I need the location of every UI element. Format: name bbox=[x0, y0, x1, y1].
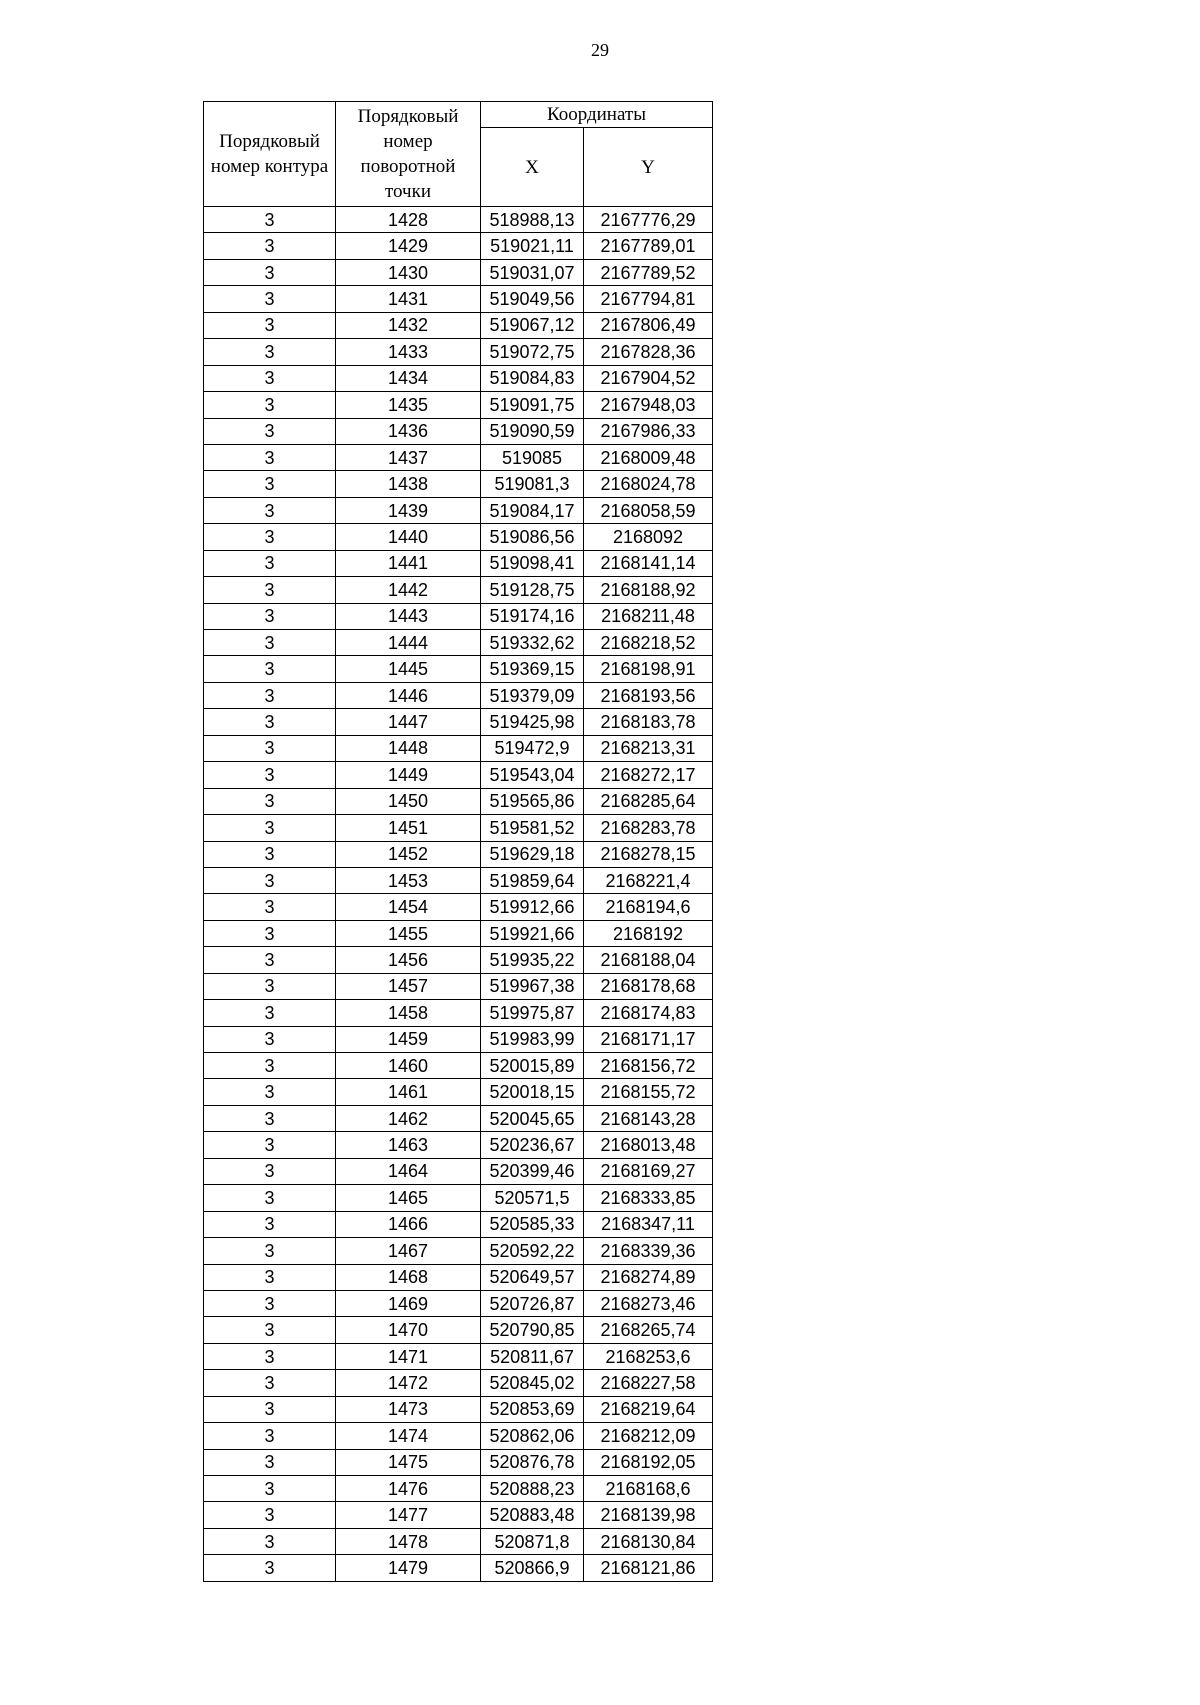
cell-y: 2168169,27 bbox=[584, 1158, 713, 1184]
cell-point: 1433 bbox=[336, 339, 481, 365]
cell-contour: 3 bbox=[204, 788, 336, 814]
table-row bbox=[204, 418, 713, 444]
cell-point: 1466 bbox=[336, 1211, 481, 1237]
cell-x: 520876,78 bbox=[481, 1449, 584, 1475]
cell-y: 2168273,46 bbox=[584, 1290, 713, 1316]
cell-point: 1456 bbox=[336, 947, 481, 973]
cell-contour: 3 bbox=[204, 630, 336, 656]
table-row bbox=[204, 365, 713, 391]
cell-contour: 3 bbox=[204, 1317, 336, 1343]
cell-x: 519084,17 bbox=[481, 497, 584, 523]
cell-y: 2168009,48 bbox=[584, 444, 713, 470]
cell-contour: 3 bbox=[204, 1396, 336, 1422]
table-row bbox=[204, 339, 713, 365]
cell-point: 1437 bbox=[336, 444, 481, 470]
cell-contour: 3 bbox=[204, 1528, 336, 1554]
cell-y: 2167828,36 bbox=[584, 339, 713, 365]
cell-y: 2168188,92 bbox=[584, 577, 713, 603]
cell-x: 519085 bbox=[481, 444, 584, 470]
cell-point: 1475 bbox=[336, 1449, 481, 1475]
cell-y: 2167776,29 bbox=[584, 207, 713, 233]
cell-x: 520871,8 bbox=[481, 1528, 584, 1554]
cell-point: 1467 bbox=[336, 1238, 481, 1264]
table-row bbox=[204, 1211, 713, 1237]
cell-contour: 3 bbox=[204, 894, 336, 920]
cell-y: 2168143,28 bbox=[584, 1105, 713, 1131]
cell-x: 519472,9 bbox=[481, 735, 584, 761]
table-row bbox=[204, 973, 713, 999]
cell-x: 519379,09 bbox=[481, 682, 584, 708]
table-row bbox=[204, 524, 713, 550]
table-row bbox=[204, 1317, 713, 1343]
cell-y: 2168339,36 bbox=[584, 1238, 713, 1264]
cell-point: 1435 bbox=[336, 392, 481, 418]
cell-x: 520571,5 bbox=[481, 1185, 584, 1211]
cell-y: 2167806,49 bbox=[584, 312, 713, 338]
cell-x: 520585,33 bbox=[481, 1211, 584, 1237]
cell-contour: 3 bbox=[204, 207, 336, 233]
cell-point: 1442 bbox=[336, 577, 481, 603]
cell-contour: 3 bbox=[204, 762, 336, 788]
header-y: Y bbox=[584, 128, 713, 207]
cell-contour: 3 bbox=[204, 1555, 336, 1581]
table-row bbox=[204, 894, 713, 920]
cell-x: 519543,04 bbox=[481, 762, 584, 788]
cell-contour: 3 bbox=[204, 1423, 336, 1449]
cell-contour: 3 bbox=[204, 392, 336, 418]
cell-x: 520853,69 bbox=[481, 1396, 584, 1422]
cell-contour: 3 bbox=[204, 1158, 336, 1184]
table-body bbox=[204, 207, 713, 1582]
cell-contour: 3 bbox=[204, 365, 336, 391]
cell-x: 520811,67 bbox=[481, 1343, 584, 1369]
cell-x: 520015,89 bbox=[481, 1053, 584, 1079]
cell-contour: 3 bbox=[204, 1079, 336, 1105]
cell-y: 2168198,91 bbox=[584, 656, 713, 682]
cell-y: 2168178,68 bbox=[584, 973, 713, 999]
cell-x: 520862,06 bbox=[481, 1423, 584, 1449]
table-row bbox=[204, 682, 713, 708]
cell-point: 1432 bbox=[336, 312, 481, 338]
table-row bbox=[204, 392, 713, 418]
cell-point: 1441 bbox=[336, 550, 481, 576]
cell-y: 2168130,84 bbox=[584, 1528, 713, 1554]
cell-y: 2168347,11 bbox=[584, 1211, 713, 1237]
cell-x: 520726,87 bbox=[481, 1290, 584, 1316]
cell-point: 1463 bbox=[336, 1132, 481, 1158]
cell-x: 519090,59 bbox=[481, 418, 584, 444]
table-row bbox=[204, 841, 713, 867]
cell-y: 2168139,98 bbox=[584, 1502, 713, 1528]
header-x: X bbox=[481, 128, 584, 207]
cell-x: 519021,11 bbox=[481, 233, 584, 259]
cell-y: 2167789,01 bbox=[584, 233, 713, 259]
table-row bbox=[204, 1423, 713, 1449]
cell-point: 1476 bbox=[336, 1476, 481, 1502]
cell-contour: 3 bbox=[204, 339, 336, 365]
cell-point: 1445 bbox=[336, 656, 481, 682]
cell-point: 1462 bbox=[336, 1105, 481, 1131]
cell-point: 1459 bbox=[336, 1026, 481, 1052]
table-row bbox=[204, 1053, 713, 1079]
cell-y: 2168193,56 bbox=[584, 682, 713, 708]
table-row bbox=[204, 735, 713, 761]
cell-y: 2167904,52 bbox=[584, 365, 713, 391]
table-row bbox=[204, 1396, 713, 1422]
cell-contour: 3 bbox=[204, 1290, 336, 1316]
cell-x: 519086,56 bbox=[481, 524, 584, 550]
cell-point: 1479 bbox=[336, 1555, 481, 1581]
cell-x: 519967,38 bbox=[481, 973, 584, 999]
cell-point: 1453 bbox=[336, 867, 481, 893]
table-row bbox=[204, 1449, 713, 1475]
table-row bbox=[204, 207, 713, 233]
cell-x: 519912,66 bbox=[481, 894, 584, 920]
table-row bbox=[204, 709, 713, 735]
cell-contour: 3 bbox=[204, 1185, 336, 1211]
cell-x: 519098,41 bbox=[481, 550, 584, 576]
table-row bbox=[204, 1343, 713, 1369]
table-row bbox=[204, 1370, 713, 1396]
table-row bbox=[204, 947, 713, 973]
cell-point: 1464 bbox=[336, 1158, 481, 1184]
cell-point: 1438 bbox=[336, 471, 481, 497]
table-row bbox=[204, 867, 713, 893]
cell-contour: 3 bbox=[204, 233, 336, 259]
cell-point: 1457 bbox=[336, 973, 481, 999]
cell-x: 520888,23 bbox=[481, 1476, 584, 1502]
cell-contour: 3 bbox=[204, 312, 336, 338]
cell-contour: 3 bbox=[204, 1053, 336, 1079]
cell-y: 2168194,6 bbox=[584, 894, 713, 920]
cell-contour: 3 bbox=[204, 709, 336, 735]
cell-point: 1458 bbox=[336, 1000, 481, 1026]
header-coordinates: Координаты bbox=[481, 102, 713, 128]
cell-x: 519369,15 bbox=[481, 656, 584, 682]
cell-y: 2168121,86 bbox=[584, 1555, 713, 1581]
cell-point: 1468 bbox=[336, 1264, 481, 1290]
cell-point: 1473 bbox=[336, 1396, 481, 1422]
table-row bbox=[204, 656, 713, 682]
cell-x: 519921,66 bbox=[481, 920, 584, 946]
cell-x: 519174,16 bbox=[481, 603, 584, 629]
cell-y: 2168253,6 bbox=[584, 1343, 713, 1369]
table-row bbox=[204, 1476, 713, 1502]
cell-x: 520649,57 bbox=[481, 1264, 584, 1290]
cell-point: 1469 bbox=[336, 1290, 481, 1316]
cell-contour: 3 bbox=[204, 1026, 336, 1052]
cell-contour: 3 bbox=[204, 524, 336, 550]
cell-x: 519935,22 bbox=[481, 947, 584, 973]
cell-y: 2167794,81 bbox=[584, 286, 713, 312]
cell-point: 1470 bbox=[336, 1317, 481, 1343]
cell-x: 519983,99 bbox=[481, 1026, 584, 1052]
cell-y: 2168156,72 bbox=[584, 1053, 713, 1079]
cell-contour: 3 bbox=[204, 735, 336, 761]
cell-point: 1455 bbox=[336, 920, 481, 946]
cell-y: 2168192,05 bbox=[584, 1449, 713, 1475]
table-row bbox=[204, 1079, 713, 1105]
table-row bbox=[204, 1264, 713, 1290]
cell-x: 519859,64 bbox=[481, 867, 584, 893]
cell-contour: 3 bbox=[204, 497, 336, 523]
cell-point: 1449 bbox=[336, 762, 481, 788]
cell-x: 519332,62 bbox=[481, 630, 584, 656]
cell-y: 2168211,48 bbox=[584, 603, 713, 629]
cell-y: 2168212,09 bbox=[584, 1423, 713, 1449]
cell-contour: 3 bbox=[204, 471, 336, 497]
cell-point: 1472 bbox=[336, 1370, 481, 1396]
cell-x: 519072,75 bbox=[481, 339, 584, 365]
cell-point: 1454 bbox=[336, 894, 481, 920]
cell-y: 2168024,78 bbox=[584, 471, 713, 497]
cell-x: 520236,67 bbox=[481, 1132, 584, 1158]
table-row bbox=[204, 1528, 713, 1554]
cell-contour: 3 bbox=[204, 1502, 336, 1528]
cell-contour: 3 bbox=[204, 841, 336, 867]
cell-contour: 3 bbox=[204, 1211, 336, 1237]
cell-point: 1461 bbox=[336, 1079, 481, 1105]
table-row bbox=[204, 471, 713, 497]
header-point-number: Порядковый номер поворотной точки bbox=[336, 102, 481, 207]
table-row bbox=[204, 1000, 713, 1026]
cell-y: 2168272,17 bbox=[584, 762, 713, 788]
cell-x: 519581,52 bbox=[481, 815, 584, 841]
cell-y: 2168219,64 bbox=[584, 1396, 713, 1422]
cell-contour: 3 bbox=[204, 1449, 336, 1475]
cell-contour: 3 bbox=[204, 418, 336, 444]
cell-y: 2168013,48 bbox=[584, 1132, 713, 1158]
cell-point: 1429 bbox=[336, 233, 481, 259]
cell-y: 2168265,74 bbox=[584, 1317, 713, 1343]
cell-contour: 3 bbox=[204, 1264, 336, 1290]
cell-y: 2168221,4 bbox=[584, 867, 713, 893]
cell-y: 2168218,52 bbox=[584, 630, 713, 656]
cell-contour: 3 bbox=[204, 1132, 336, 1158]
cell-x: 519565,86 bbox=[481, 788, 584, 814]
cell-y: 2168174,83 bbox=[584, 1000, 713, 1026]
cell-point: 1430 bbox=[336, 259, 481, 285]
cell-y: 2168168,6 bbox=[584, 1476, 713, 1502]
cell-y: 2168183,78 bbox=[584, 709, 713, 735]
cell-point: 1460 bbox=[336, 1053, 481, 1079]
cell-contour: 3 bbox=[204, 603, 336, 629]
page-number: 29 bbox=[591, 40, 609, 60]
cell-x: 520399,46 bbox=[481, 1158, 584, 1184]
table-row bbox=[204, 920, 713, 946]
cell-contour: 3 bbox=[204, 815, 336, 841]
table-row bbox=[204, 1555, 713, 1581]
table-row bbox=[204, 1158, 713, 1184]
cell-contour: 3 bbox=[204, 1238, 336, 1264]
cell-point: 1436 bbox=[336, 418, 481, 444]
header-row-top bbox=[204, 102, 713, 128]
table-row bbox=[204, 630, 713, 656]
cell-y: 2168213,31 bbox=[584, 735, 713, 761]
cell-x: 520018,15 bbox=[481, 1079, 584, 1105]
table-row bbox=[204, 603, 713, 629]
header-contour-number: Порядковый номер контура bbox=[204, 102, 336, 207]
cell-y: 2168141,14 bbox=[584, 550, 713, 576]
table-row bbox=[204, 1185, 713, 1211]
cell-x: 520866,9 bbox=[481, 1555, 584, 1581]
cell-x: 520592,22 bbox=[481, 1238, 584, 1264]
table-row bbox=[204, 1132, 713, 1158]
cell-point: 1471 bbox=[336, 1343, 481, 1369]
cell-contour: 3 bbox=[204, 867, 336, 893]
cell-contour: 3 bbox=[204, 1370, 336, 1396]
cell-x: 519081,3 bbox=[481, 471, 584, 497]
cell-point: 1443 bbox=[336, 603, 481, 629]
table-row bbox=[204, 577, 713, 603]
cell-point: 1450 bbox=[336, 788, 481, 814]
cell-point: 1440 bbox=[336, 524, 481, 550]
cell-y: 2168274,89 bbox=[584, 1264, 713, 1290]
cell-y: 2168188,04 bbox=[584, 947, 713, 973]
table-row bbox=[204, 1502, 713, 1528]
cell-contour: 3 bbox=[204, 259, 336, 285]
cell-point: 1444 bbox=[336, 630, 481, 656]
table-row bbox=[204, 1105, 713, 1131]
cell-y: 2168283,78 bbox=[584, 815, 713, 841]
cell-y: 2167948,03 bbox=[584, 392, 713, 418]
table-row bbox=[204, 788, 713, 814]
cell-x: 520883,48 bbox=[481, 1502, 584, 1528]
cell-contour: 3 bbox=[204, 286, 336, 312]
cell-x: 519128,75 bbox=[481, 577, 584, 603]
cell-y: 2167986,33 bbox=[584, 418, 713, 444]
table-row bbox=[204, 497, 713, 523]
table-row bbox=[204, 1238, 713, 1264]
table-row bbox=[204, 550, 713, 576]
cell-x: 519084,83 bbox=[481, 365, 584, 391]
cell-x: 519067,12 bbox=[481, 312, 584, 338]
cell-x: 519425,98 bbox=[481, 709, 584, 735]
cell-y: 2168171,17 bbox=[584, 1026, 713, 1052]
cell-y: 2168333,85 bbox=[584, 1185, 713, 1211]
cell-point: 1447 bbox=[336, 709, 481, 735]
cell-y: 2168192 bbox=[584, 920, 713, 946]
cell-contour: 3 bbox=[204, 1000, 336, 1026]
cell-point: 1465 bbox=[336, 1185, 481, 1211]
cell-y: 2168285,64 bbox=[584, 788, 713, 814]
cell-contour: 3 bbox=[204, 920, 336, 946]
cell-x: 520045,65 bbox=[481, 1105, 584, 1131]
cell-x: 519629,18 bbox=[481, 841, 584, 867]
cell-y: 2168058,59 bbox=[584, 497, 713, 523]
cell-point: 1451 bbox=[336, 815, 481, 841]
cell-point: 1439 bbox=[336, 497, 481, 523]
cell-contour: 3 bbox=[204, 1343, 336, 1369]
cell-contour: 3 bbox=[204, 550, 336, 576]
table-row bbox=[204, 444, 713, 470]
table-row bbox=[204, 233, 713, 259]
cell-x: 519031,07 bbox=[481, 259, 584, 285]
cell-point: 1448 bbox=[336, 735, 481, 761]
cell-contour: 3 bbox=[204, 947, 336, 973]
coordinates-table bbox=[203, 101, 713, 1582]
cell-y: 2167789,52 bbox=[584, 259, 713, 285]
cell-contour: 3 bbox=[204, 577, 336, 603]
cell-x: 519975,87 bbox=[481, 1000, 584, 1026]
table-row bbox=[204, 259, 713, 285]
table-row bbox=[204, 312, 713, 338]
table-row bbox=[204, 1290, 713, 1316]
cell-point: 1478 bbox=[336, 1528, 481, 1554]
table-row bbox=[204, 762, 713, 788]
table-row bbox=[204, 815, 713, 841]
cell-point: 1446 bbox=[336, 682, 481, 708]
cell-contour: 3 bbox=[204, 656, 336, 682]
cell-point: 1452 bbox=[336, 841, 481, 867]
cell-x: 520845,02 bbox=[481, 1370, 584, 1396]
cell-point: 1428 bbox=[336, 207, 481, 233]
cell-y: 2168092 bbox=[584, 524, 713, 550]
cell-x: 519049,56 bbox=[481, 286, 584, 312]
cell-contour: 3 bbox=[204, 444, 336, 470]
cell-y: 2168278,15 bbox=[584, 841, 713, 867]
cell-x: 518988,13 bbox=[481, 207, 584, 233]
table-row bbox=[204, 286, 713, 312]
cell-point: 1431 bbox=[336, 286, 481, 312]
cell-contour: 3 bbox=[204, 1476, 336, 1502]
cell-contour: 3 bbox=[204, 1105, 336, 1131]
cell-contour: 3 bbox=[204, 682, 336, 708]
cell-x: 520790,85 bbox=[481, 1317, 584, 1343]
cell-x: 519091,75 bbox=[481, 392, 584, 418]
cell-point: 1434 bbox=[336, 365, 481, 391]
cell-point: 1474 bbox=[336, 1423, 481, 1449]
table-row bbox=[204, 1026, 713, 1052]
cell-y: 2168155,72 bbox=[584, 1079, 713, 1105]
cell-contour: 3 bbox=[204, 973, 336, 999]
cell-point: 1477 bbox=[336, 1502, 481, 1528]
cell-y: 2168227,58 bbox=[584, 1370, 713, 1396]
